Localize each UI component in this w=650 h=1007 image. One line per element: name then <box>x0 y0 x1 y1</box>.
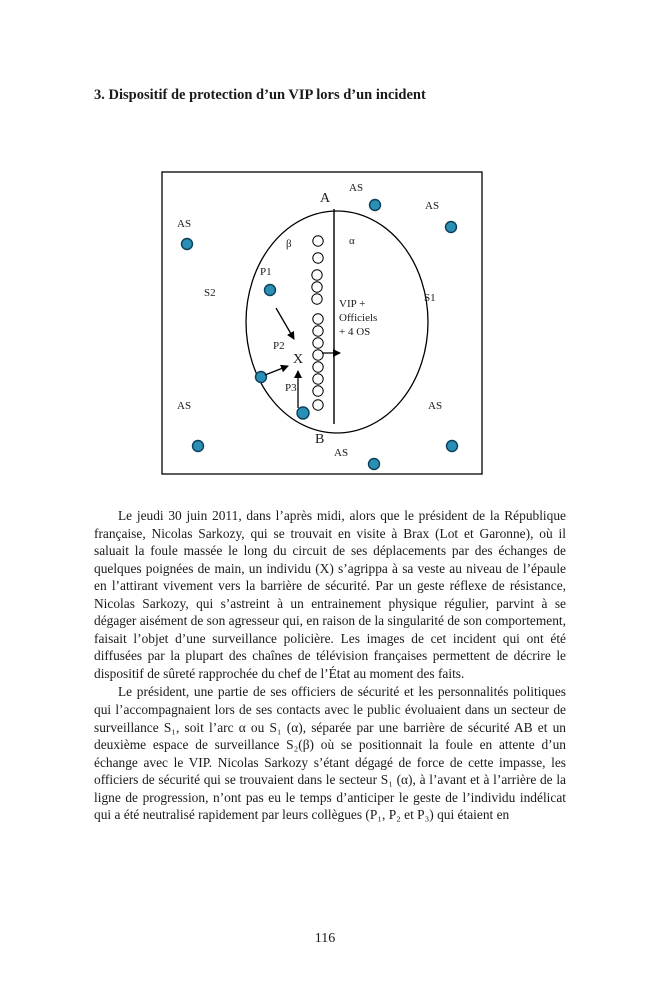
label-x: X <box>293 352 304 367</box>
as-agent-marker <box>182 239 193 250</box>
as-agent-marker <box>193 441 204 452</box>
label-4-os: + 4 OS <box>339 326 371 338</box>
as-agent-marker <box>447 441 458 452</box>
officer-marker <box>313 236 323 246</box>
officer-marker <box>313 253 323 263</box>
page-title: 3. Dispositif de protection d’un VIP lors d’un incident <box>94 87 426 103</box>
page-number: 116 <box>314 931 336 946</box>
label-p2: P2 <box>273 340 285 352</box>
officer-marker <box>313 400 323 410</box>
label-as: AS <box>428 400 443 412</box>
label-as: AS <box>334 447 349 459</box>
label-vip: VIP + <box>339 298 366 310</box>
officer-marker <box>313 338 323 348</box>
officer-marker <box>312 294 322 304</box>
arrow-p1-to-x <box>276 308 294 339</box>
paragraph: Le président, une partie de ses officiers de sécurité et les personnalités politiques qui l’accompagnaient lors de ses contacts avec le public évoluaient dans un secteur de surveillance S₁, soit l’arc α ou S₁ (α), séparée par une barrière de sécurité AB et un deuxième espace de surveillance S₂(β) où se positionnait la foule en attente d’un échange avec le VIP. Nicolas Sarkozy s’étant dégagé de force de cette impasse, les officiers de sécurité qui se trouvaient dans le secteur S₁ (α), à l’avant et à l’arrière de la ligne de progression, n’ont pas eu le temps d’anticiper le geste de l’individu indélicat qui a été neutralisé rapidement par leurs collègues (P₁, P₂ et P₃) qui étaient en <box>94 684 566 823</box>
label-as: AS <box>177 400 192 412</box>
label-s1: S1 <box>424 292 436 304</box>
label-p3: P3 <box>285 382 297 394</box>
label-s2: S2 <box>204 287 216 299</box>
label-as: AS <box>425 200 440 212</box>
as-agent-marker <box>446 222 457 233</box>
officer-marker <box>312 270 322 280</box>
arrow-p2-to-x <box>265 366 288 375</box>
label-as: AS <box>349 182 364 194</box>
label-officiels: Officiels <box>339 312 378 324</box>
paragraph: Le jeudi 30 juin 2011, dans l’après midi, alors que le président de la République française, Nicolas Sarkozy, qui se trouvait en visite à Brax (Lot et Garonne), où il saluait la foule massée le long du circuit de ses déplacements par des échanges de quelques poignées de main, un individu (X) s’agrippa à sa veste au niveau de l’épaule en l’attirant vivement vers la barrière de sécurité. Par un geste réflexe de résistance, Nicolas Sarkozy, qui s’astreint à un entrainement physique régulier, parvint à se dégager aisément de son agresseur qui, en raison de la singularité de son comportement, faisait l’objet d’une surveillance policière. Les images de cet incident qui ont été diffusées par la plupart des chaînes de télévision françaises permettent de décrire le dispositif de sûreté rapprochée du chef de l’État au moment des faits. <box>94 508 566 681</box>
officer-p1-marker <box>265 285 276 296</box>
body-text <box>94 507 566 824</box>
label-alpha: α <box>349 235 355 247</box>
label-a: A <box>320 191 331 206</box>
officer-marker <box>313 386 323 396</box>
as-agent-marker <box>370 200 381 211</box>
officer-marker <box>313 326 323 336</box>
protection-ellipse <box>246 211 428 433</box>
label-b: B <box>315 432 325 447</box>
officer-marker <box>313 314 323 324</box>
officer-column <box>312 236 323 410</box>
label-beta: β <box>286 238 292 250</box>
officer-p3-marker <box>297 407 309 419</box>
officer-marker <box>313 350 323 360</box>
officer-marker <box>312 282 322 292</box>
diagram-labels <box>177 182 442 459</box>
label-as: AS <box>177 218 192 230</box>
as-agent-marker <box>369 459 380 470</box>
officer-marker <box>313 374 323 384</box>
label-p1: P1 <box>260 266 272 278</box>
officer-marker <box>313 362 323 372</box>
officer-p2-marker <box>256 372 267 383</box>
